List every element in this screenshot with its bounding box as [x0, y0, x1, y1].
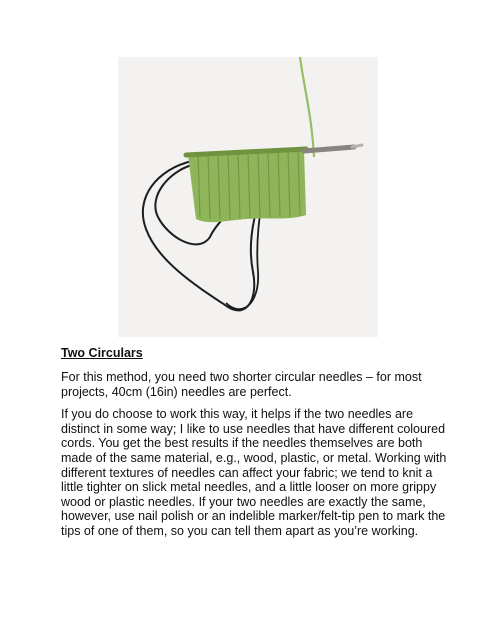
section-heading: Two Circulars: [61, 346, 143, 360]
two-circular-needles-icon: [118, 57, 378, 337]
text-section: [61, 346, 451, 547]
needle-point: [352, 145, 362, 147]
knitting-photo: [118, 57, 378, 337]
paragraph-details: If you do choose to work this way, it helps if the two needles are distinct in some way; I like to use needles that have different coloured cords. You get the best results if the needles themselves are both made of the same material, e.g., wood, plastic, or metal. Working with different textures of needles can affect your fabric; we tend to knit a little tighter on slick metal needles, and a little looser on more grippy wood or plastic needles. If your two needles are exactly the same, however, use nail polish or an indelible marker/felt-tip pen to mark the tips of one of them, so you can tell them apart as you’re working.: [61, 407, 447, 538]
paragraph-intro: For this method, you need two shorter circular needles – for most projects, 40cm (16in) needles are perfect.: [61, 370, 422, 399]
